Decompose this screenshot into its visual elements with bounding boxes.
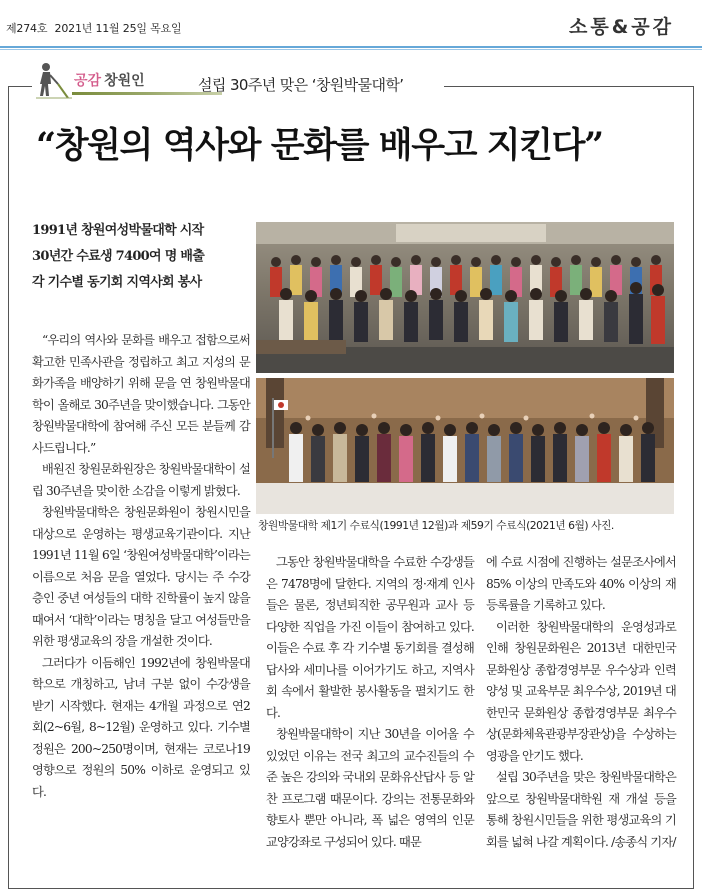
article-deck — [32, 218, 252, 296]
article-headline: “창원의 역사와 문화를 배우고 지킨다” — [36, 125, 603, 166]
deck-line: 30년간 수료생 7400여 명 배출 — [32, 249, 205, 264]
paragraph: 이러한 창원박물대학의 운영성과로 인해 창원문화원은 2013년 대한민국 문화원상 종합경영부문 우수상과 인력양성 및 교육부문 최우수상, 2019년 대한민국 문화원상 종합경영부문 최우수상(문화체육관광부장관상)을 수상하는 영광을 안기도 했다. — [486, 619, 676, 763]
section-title: 소통&공감 — [569, 16, 674, 38]
header-rule — [0, 46, 702, 50]
body-column-3 — [486, 552, 676, 853]
brand-part2: 창원인 — [104, 73, 145, 89]
issue-number: 제274호 — [6, 22, 48, 35]
issue-date: 2021년 11월 25일 목요일 — [54, 22, 182, 35]
photo-caption: 창원박물대학 제1기 수료식(1991년 12월)과 제59기 수료식(2021년 6월) 사진. — [258, 519, 614, 532]
paragraph: 배원진 창원문화원장은 창원박물대학이 설립 30주년을 맞이한 소감을 이렇게 밝혔다. — [32, 462, 250, 498]
brand-label — [74, 70, 145, 90]
photo-graduation-2021 — [256, 378, 674, 514]
paragraph: 에 수료 시점에 진행하는 설문조사에서 85% 이상의 만족도와 40% 이상의 재 등록률을 기록하고 있다. — [486, 555, 676, 612]
frame-top-right — [444, 86, 693, 87]
body-column-2 — [266, 552, 474, 853]
paragraph: 창원박물대학이 지난 30년을 이어올 수 있었던 이유는 전국 최고의 교수진들의 수준 높은 강의와 국내외 문화유산답사 등 알찬 프로그램 때문이다. 강의는 전통문화와 향토사 뿐만 아니라, 폭 넓은 영역의 인문 교양강좌로 구성되어 있다. 때문 — [266, 727, 474, 849]
paragraph: 창원박물대학은 창원문화원이 창원시민을 대상으로 운영하는 평생교육기관이다. 지난 1991년 11월 6일 ‘창원여성박물대학’이라는 이름으로 처음 문을 열었다. 당시는 주 수강층인 중년 여성들의 대학 진학률이 높지 않을 때여서 ‘대학’이라는 명칭을 달고 여성들만을 위한 평생교육의 장을 개설한 것이다. — [32, 505, 250, 648]
frame-top-left — [8, 86, 32, 87]
article-kicker: 설립 30주년 맞은 ‘창원박물대학’ — [198, 76, 404, 94]
photo-graduation-1991 — [256, 222, 674, 373]
paragraph: 설립 30주년을 맞은 창원박물대학은 앞으로 창원박물대학원 재 개설 등을 통해 창원시민들을 위한 평생교육의 기회를 넓혀 나갈 계획이다. /송종식 기자/ — [486, 770, 676, 849]
body-column-1 — [32, 330, 250, 803]
paragraph: “우리의 역사와 문화를 배우고 접함으로써 확고한 민족사관을 정립하고 최고 지성의 문화가족을 배양하기 위해 문을 연 창원박물대학이 올해로 30주년을 맞이했습니다. 그동안 창원박물대학에 참여해 주신 모든 분들께 감사드립니다.” — [32, 333, 250, 455]
issue-info — [6, 20, 185, 36]
deck-line: 1991년 창원여성박물대학 시작 — [32, 223, 204, 238]
column-brand — [34, 62, 194, 102]
paragraph: 그러다가 이듬해인 1992년에 창원박물대학으로 개칭하고, 남녀 구분 없이 수강생을 받기 시작했다. 현재는 4개월 과정으로 연2회(2~6월, 8~12월) 운영하고 있다. 기수별 정원은 200~250명이며, 현재는 코로나19 영향으로 정원의 50% 이하로 운영되고 있다. — [32, 655, 250, 799]
brand-part1: 공감 — [74, 73, 102, 89]
deck-line: 각 기수별 동기회 지역사회 봉사 — [32, 275, 202, 290]
page-header — [0, 0, 702, 46]
paragraph: 그동안 창원박물대학을 수료한 수강생들은 7478명에 달한다. 지역의 정·재계 인사들은 물론, 정년퇴직한 공무원과 교사 등 다양한 직업을 가진 이들이 참여하고 있다. 이들은 수료 후 각 기수별 동기회를 결성해 답사와 세미나를 이어가기도 하고, 지역사회 속에서 활발한 봉사활동을 펼치기도 한다. — [266, 555, 474, 720]
person-with-stick-icon — [34, 62, 74, 102]
